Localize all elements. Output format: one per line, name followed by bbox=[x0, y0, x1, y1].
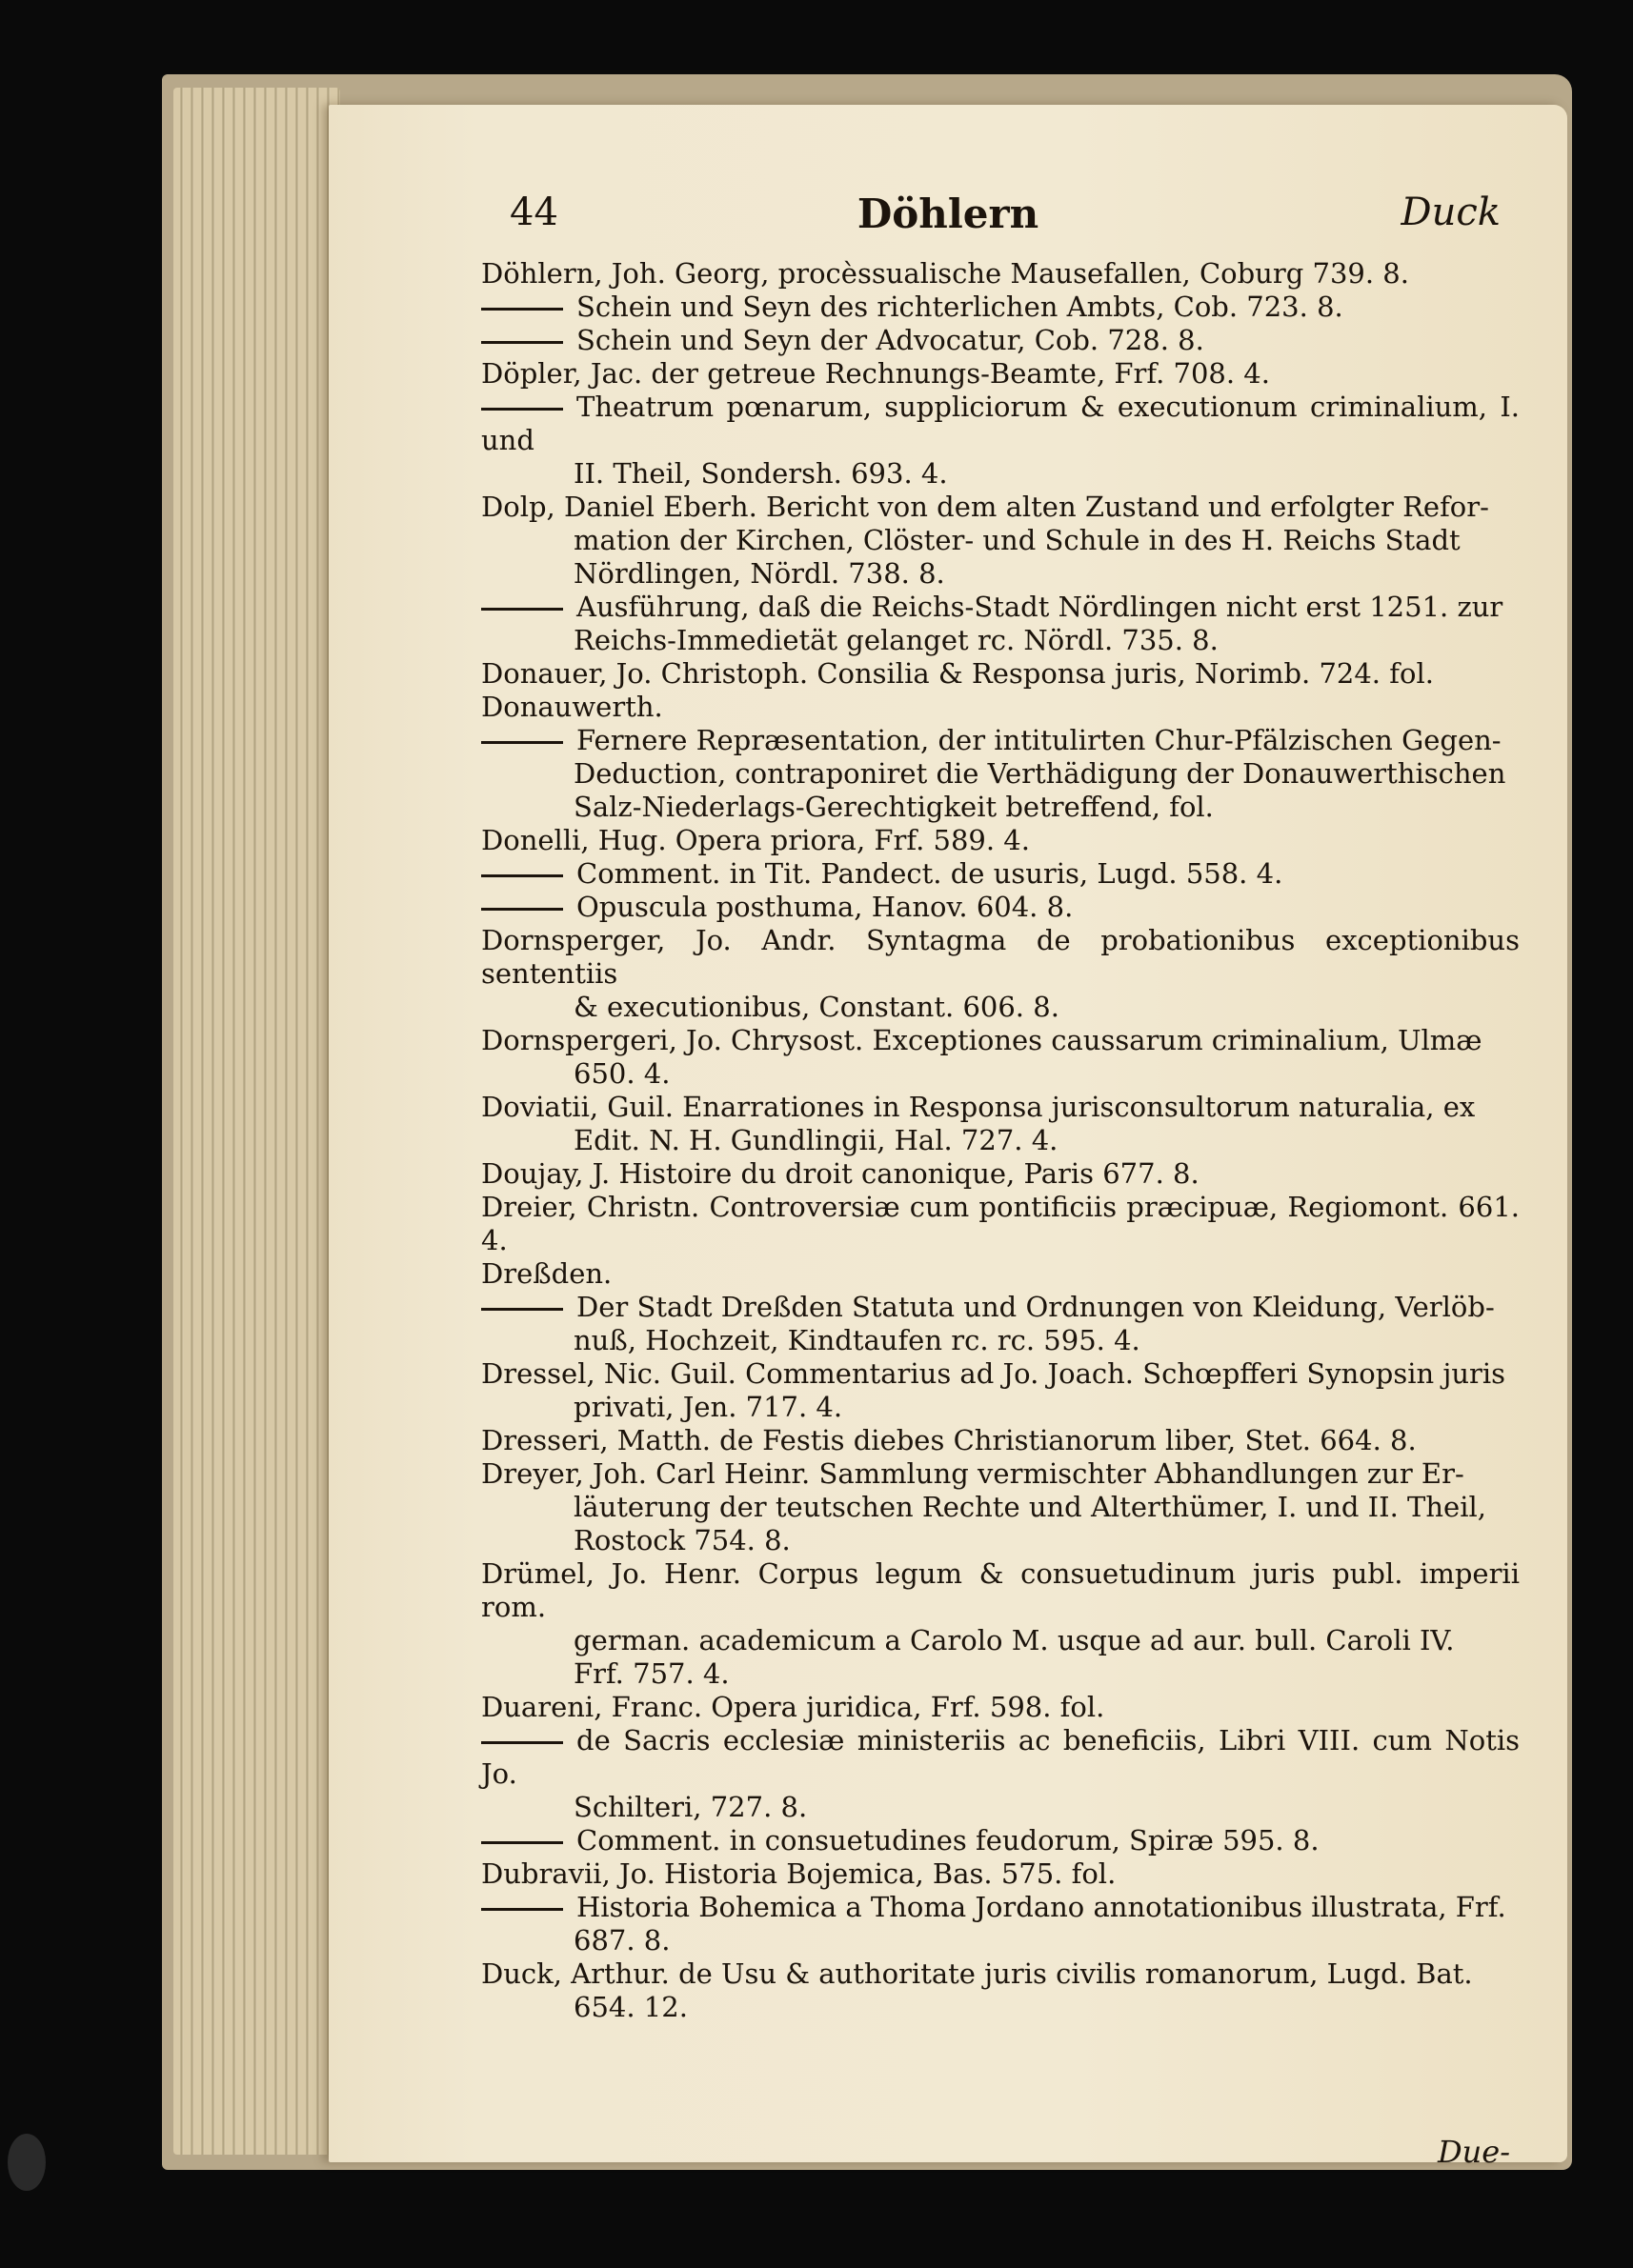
entry-text: Rostock 754. 8. bbox=[574, 1524, 791, 1556]
entry-line bbox=[481, 757, 1520, 791]
entry-line bbox=[481, 691, 1520, 724]
bibliography-list bbox=[481, 257, 1520, 2024]
entry-text: Opuscula posthuma, Hanov. 604. 8. bbox=[576, 891, 1074, 923]
bibliography-entry bbox=[481, 291, 1520, 324]
entry-text: 650. 4. bbox=[574, 1057, 671, 1090]
entry-line bbox=[481, 457, 1520, 491]
entry-line bbox=[481, 1557, 1520, 1624]
entry-line bbox=[481, 857, 1520, 891]
entry-line bbox=[481, 1424, 1520, 1457]
ditto-dash bbox=[481, 1841, 563, 1844]
entry-line bbox=[481, 324, 1520, 357]
bibliography-entry bbox=[481, 1157, 1520, 1191]
entry-line bbox=[481, 491, 1520, 524]
entry-line bbox=[481, 1157, 1520, 1191]
bibliography-entry bbox=[481, 1091, 1520, 1157]
entry-line bbox=[481, 291, 1520, 324]
entry-text: privati, Jen. 717. 4. bbox=[574, 1391, 843, 1423]
entry-text: Doujay, J. Histoire du droit canonique, Paris 677. 8. bbox=[481, 1157, 1200, 1190]
bibliography-entry bbox=[481, 1891, 1520, 1957]
entry-text: Duck, Arthur. de Usu & authoritate juris civilis romanorum, Lugd. Bat. bbox=[481, 1957, 1473, 1990]
entry-text: Donauer, Jo. Christoph. Consilia & Responsa juris, Norimb. 724. fol. bbox=[481, 657, 1434, 690]
ditto-dash bbox=[481, 1308, 563, 1311]
entry-line bbox=[481, 1524, 1520, 1557]
bibliography-entry bbox=[481, 391, 1520, 491]
entry-text: Dreßden. bbox=[481, 1257, 613, 1290]
entry-line bbox=[481, 557, 1520, 591]
entry-text: mation der Kirchen, Clöster- und Schule in des H. Reichs Stadt bbox=[574, 524, 1461, 556]
entry-line bbox=[481, 1491, 1520, 1524]
entry-text: Reichs-Immedietät gelanget rc. Nördl. 735. 8. bbox=[574, 624, 1219, 656]
ditto-dash bbox=[481, 608, 563, 611]
entry-line bbox=[481, 524, 1520, 557]
entry-line bbox=[481, 1091, 1520, 1124]
page-edges bbox=[173, 88, 340, 2155]
book-page bbox=[329, 105, 1567, 2170]
bibliography-entry bbox=[481, 1824, 1520, 1857]
entry-text: de Sacris ecclesiæ ministeriis ac beneficiis, Libri VIII. cum Notis Jo. bbox=[481, 1724, 1520, 1790]
bibliography-entry bbox=[481, 1191, 1520, 1257]
entry-text: Edit. N. H. Gundlingii, Hal. 727. 4. bbox=[574, 1124, 1058, 1156]
entry-line bbox=[481, 657, 1520, 691]
entry-line bbox=[481, 1824, 1520, 1857]
running-head bbox=[329, 191, 1567, 248]
entry-line bbox=[481, 1991, 1520, 2024]
entry-text: Der Stadt Dreßden Statuta und Ordnungen von Kleidung, Verlöb- bbox=[576, 1291, 1495, 1323]
entry-line bbox=[481, 591, 1520, 624]
entry-line bbox=[481, 1724, 1520, 1791]
header-catch: Duck bbox=[1401, 191, 1501, 234]
bibliography-entry bbox=[481, 924, 1520, 1024]
ditto-dash bbox=[481, 408, 563, 411]
entry-text: Doviatii, Guil. Enarrationes in Responsa jurisconsultorum naturalia, ex bbox=[481, 1091, 1476, 1123]
ditto-dash bbox=[481, 874, 563, 877]
bibliography-entry bbox=[481, 1424, 1520, 1457]
entry-text: Döhlern, Joh. Georg, procèssualische Mausefallen, Coburg 739. 8. bbox=[481, 257, 1409, 290]
footer-catchword: Due- bbox=[1437, 2134, 1510, 2170]
bibliography-entry bbox=[481, 257, 1520, 291]
bibliography-entry bbox=[481, 1291, 1520, 1357]
entry-line bbox=[481, 1657, 1520, 1691]
entry-text: läuterung der teutschen Rechte und Alterthümer, I. und II. Theil, bbox=[574, 1491, 1486, 1523]
entry-text: 687. 8. bbox=[574, 1924, 671, 1957]
entry-line bbox=[481, 391, 1520, 457]
entry-text: Dornsperger, Jo. Andr. Syntagma de probationibus exceptionibus sententiis bbox=[481, 924, 1520, 990]
entry-line bbox=[481, 1891, 1520, 1924]
entry-line bbox=[481, 357, 1520, 391]
entry-line bbox=[481, 824, 1520, 857]
entry-line bbox=[481, 1024, 1520, 1057]
entry-text: Duareni, Franc. Opera juridica, Frf. 598. fol. bbox=[481, 1691, 1105, 1723]
entry-text: Döpler, Jac. der getreue Rechnungs-Beamte, Frf. 708. 4. bbox=[481, 357, 1270, 390]
running-title: Döhlern bbox=[857, 191, 1039, 237]
bibliography-entry bbox=[481, 1557, 1520, 1691]
bibliography-entry bbox=[481, 724, 1520, 824]
entry-text: Schilteri, 727. 8. bbox=[574, 1791, 808, 1823]
entry-text: Dreier, Christn. Controversiæ cum pontificiis præcipuæ, Regiomont. 661. 4. bbox=[481, 1191, 1520, 1256]
bibliography-entry bbox=[481, 1724, 1520, 1824]
entry-line bbox=[481, 724, 1520, 757]
ditto-dash bbox=[481, 1741, 563, 1744]
entry-text: Comment. in Tit. Pandect. de usuris, Lugd. 558. 4. bbox=[576, 857, 1283, 890]
entry-text: Fernere Repræsentation, der intitulirten Chur-Pfälzischen Gegen- bbox=[576, 724, 1502, 756]
entry-line bbox=[481, 1357, 1520, 1391]
entry-text: 654. 12. bbox=[574, 1991, 688, 2023]
entry-text: Deduction, contraponiret die Verthädigung der Donauwerthischen bbox=[574, 757, 1506, 790]
entry-text: Frf. 757. 4. bbox=[574, 1657, 730, 1690]
bibliography-entry bbox=[481, 1957, 1520, 2024]
bibliography-entry bbox=[481, 1024, 1520, 1091]
bibliography-entry bbox=[481, 1691, 1520, 1724]
entry-line bbox=[481, 924, 1520, 991]
entry-line bbox=[481, 1124, 1520, 1157]
ditto-dash bbox=[481, 1908, 563, 1911]
ditto-dash bbox=[481, 308, 563, 311]
bibliography-entry bbox=[481, 657, 1520, 691]
entry-text: Dornspergeri, Jo. Chrysost. Exceptiones caussarum criminalium, Ulmæ bbox=[481, 1024, 1482, 1056]
bibliography-entry bbox=[481, 691, 1520, 724]
entry-line bbox=[481, 791, 1520, 824]
entry-line bbox=[481, 1391, 1520, 1424]
entry-line bbox=[481, 1924, 1520, 1957]
entry-text: Dreyer, Joh. Carl Heinr. Sammlung vermischter Abhandlungen zur Er- bbox=[481, 1457, 1464, 1490]
entry-line bbox=[481, 1324, 1520, 1357]
ditto-dash bbox=[481, 341, 563, 344]
background-mark bbox=[8, 2134, 46, 2191]
bibliography-entry bbox=[481, 857, 1520, 891]
entry-text: Dressel, Nic. Guil. Commentarius ad Jo. Joach. Schœpfferi Synopsin juris bbox=[481, 1357, 1506, 1390]
entry-line bbox=[481, 1191, 1520, 1257]
bibliography-entry bbox=[481, 491, 1520, 591]
page-number: 44 bbox=[510, 191, 558, 234]
bibliography-entry bbox=[481, 1257, 1520, 1291]
entry-text: Dolp, Daniel Eberh. Bericht von dem alten Zustand und erfolgter Refor- bbox=[481, 491, 1489, 523]
entry-text: Theatrum pœnarum, suppliciorum & executionum criminalium, I. und bbox=[481, 391, 1520, 456]
entry-text: Drümel, Jo. Henr. Corpus legum & consuetudinum juris publ. imperii rom. bbox=[481, 1557, 1520, 1623]
entry-text: Dresseri, Matth. de Festis diebes Christianorum liber, Stet. 664. 8. bbox=[481, 1424, 1417, 1456]
entry-line bbox=[481, 1291, 1520, 1324]
entry-line bbox=[481, 1624, 1520, 1657]
entry-line bbox=[481, 257, 1520, 291]
bibliography-entry bbox=[481, 1457, 1520, 1557]
entry-text: nuß, Hochzeit, Kindtaufen rc. rc. 595. 4. bbox=[574, 1324, 1140, 1356]
ditto-dash bbox=[481, 908, 563, 911]
entry-text: Ausführung, daß die Reichs-Stadt Nördlingen nicht erst 1251. zur bbox=[576, 591, 1503, 623]
entry-line bbox=[481, 1257, 1520, 1291]
bibliography-entry bbox=[481, 1857, 1520, 1891]
bibliography-entry bbox=[481, 824, 1520, 857]
entry-text: german. academicum a Carolo M. usque ad aur. bull. Caroli IV. bbox=[574, 1624, 1455, 1656]
bibliography-entry bbox=[481, 357, 1520, 391]
entry-line bbox=[481, 1691, 1520, 1724]
entry-text: Historia Bohemica a Thoma Jordano annotationibus illustrata, Frf. bbox=[576, 1891, 1506, 1923]
entry-text: & executionibus, Constant. 606. 8. bbox=[574, 991, 1059, 1023]
entry-text: Donauwerth. bbox=[481, 691, 663, 723]
entry-line bbox=[481, 1857, 1520, 1891]
bibliography-entry bbox=[481, 591, 1520, 657]
entry-line bbox=[481, 1957, 1520, 1991]
entry-text: II. Theil, Sondersh. 693. 4. bbox=[574, 457, 948, 490]
bibliography-entry bbox=[481, 324, 1520, 357]
ditto-dash bbox=[481, 741, 563, 744]
entry-line bbox=[481, 1057, 1520, 1091]
entry-text: Donelli, Hug. Opera priora, Frf. 589. 4. bbox=[481, 824, 1030, 856]
entry-text: Schein und Seyn der Advocatur, Cob. 728. 8. bbox=[576, 324, 1204, 356]
bibliography-entry bbox=[481, 1357, 1520, 1424]
entry-text: Schein und Seyn des richterlichen Ambts, Cob. 723. 8. bbox=[576, 291, 1343, 323]
entry-line bbox=[481, 891, 1520, 924]
entry-text: Dubravii, Jo. Historia Bojemica, Bas. 575. fol. bbox=[481, 1857, 1117, 1890]
entry-text: Nördlingen, Nördl. 738. 8. bbox=[574, 557, 945, 590]
entry-line bbox=[481, 1791, 1520, 1824]
entry-line bbox=[481, 991, 1520, 1024]
entry-text: Comment. in consuetudines feudorum, Spiræ 595. 8. bbox=[576, 1824, 1320, 1857]
bibliography-entry bbox=[481, 891, 1520, 924]
entry-line bbox=[481, 624, 1520, 657]
entry-text: Salz-Niederlags-Gerechtigkeit betreffend, fol. bbox=[574, 791, 1214, 823]
entry-line bbox=[481, 1457, 1520, 1491]
